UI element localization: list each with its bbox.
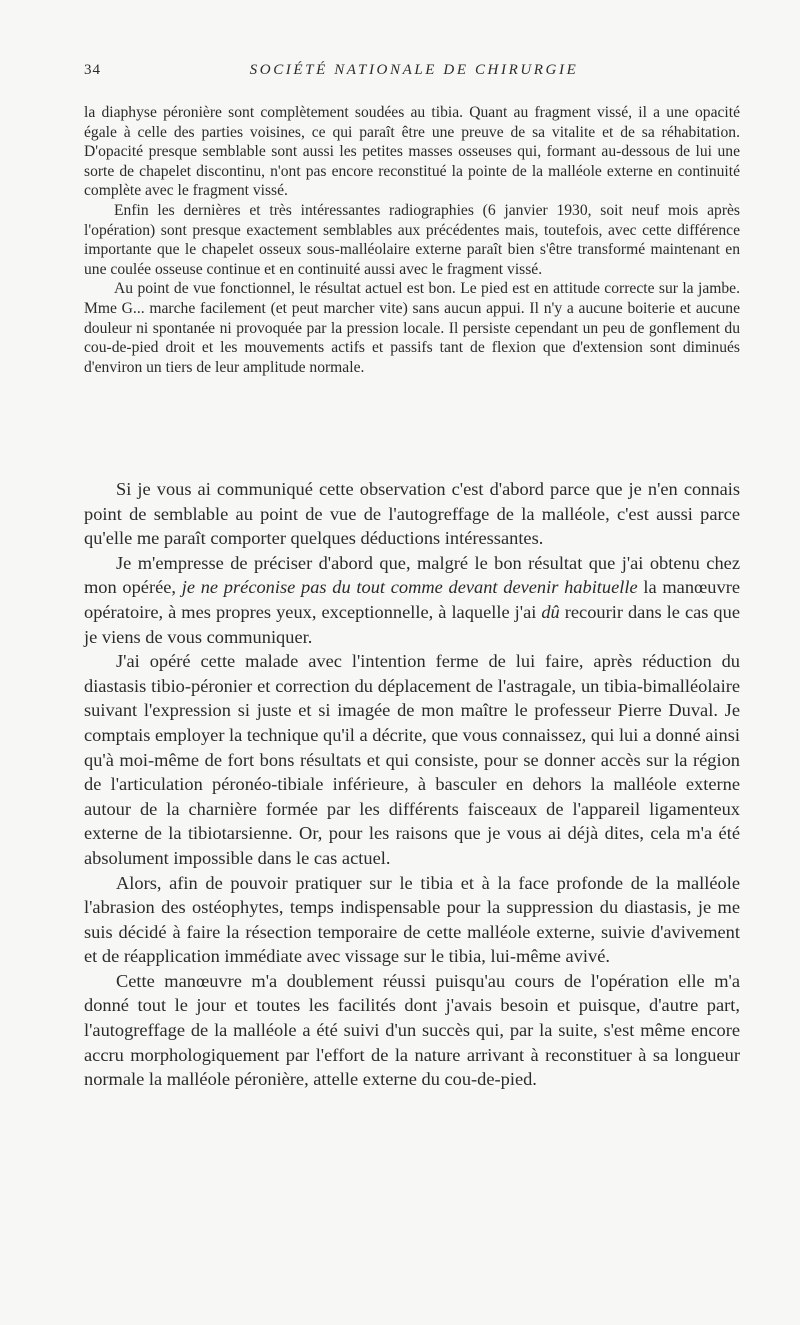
running-head: [84, 62, 744, 84]
discussion-paragraph-2-middle: la manœuvre opératoire, à mes propres yeux, exceptionnelle, à laquelle j'ai: [84, 577, 740, 622]
observation-paragraph-3: Au point de vue fonctionnel, le résultat actuel est bon. Le pied est en attitude correcte sur la jambe. Mme G... marche facilement (et peut marcher vite) sans aucun appui. Il n'y a aucune boiterie et aucune douleur ni spontanée ni provoquée par la pression locale. Il persiste cependant un peu de gonflement du cou-de-pied droit et les mouvements actifs et passifs tant de flexion que d'extension sont diminués d'environ un tiers de leur amplitude normale.: [84, 280, 740, 376]
observation-paragraph-1: la diaphyse péronière sont complètement soudées au tibia. Quant au fragment vissé, il a une opacité égale à celle des parties voisines, ce qui paraît être une preuve de sa vitalite et de sa réhabitation. D'opacité presque semblable sont aussi les petites masses osseuses qui, formant au-dessous de lui une sorte de chapelet discontinu, n'ont pas encore reconstitué la pointe de la malléole externe en continuité complète avec le fragment vissé.: [84, 104, 740, 200]
discussion-paragraph-5: Cette manœuvre m'a doublement réussi puisqu'au cours de l'opération elle m'a donné tout le jour et toutes les facilités dont j'avais besoin et puisque, d'autre part, l'autogreffage de la malléole a été suivi d'un succès qui, par la suite, s'est même encore accru morphologiquement par l'effort de la nature arrivant à reconstituer à sa longueur normale la malléole péronière, attelle externe du cou-de-pied.: [84, 970, 740, 1090]
observation-text: [84, 103, 740, 377]
discussion-text: [84, 477, 740, 1092]
discussion-paragraph-2-italic: je ne préconise pas du tout comme devant devenir habituelle: [181, 577, 638, 598]
discussion-paragraph-4: Alors, afin de pouvoir pratiquer sur le tibia et à la face profonde de la malléole l'abrasion des ostéophytes, temps indispensable pour la suppression du diastasis, je me suis décidé à faire la résection temporaire de cette malléole externe, suivie d'avivement et de réapplication immédiate avec vissage sur le tibia, lui-même avivé.: [84, 872, 740, 967]
discussion-paragraph-2: [84, 551, 740, 649]
discussion-paragraph-2-start: Je m'empresse de préciser d'abord que, malgré le bon résultat que j'ai obtenu chez mon opérée,: [84, 552, 740, 598]
discussion-paragraph-1: Si je vous ai communiqué cette observation c'est d'abord parce que je n'en connais point de semblable au point de vue de l'autogreffage de la malléole, c'est aussi parce qu'elle me paraît comporter quelques déductions intéressantes.: [84, 479, 740, 549]
discussion-paragraph-2-end: recourir dans le cas que je viens de vous communiquer.: [84, 601, 740, 647]
journal-title: SOCIÉTÉ NATIONALE DE CHIRURGIE: [249, 62, 579, 78]
discussion-paragraph-3: J'ai opéré cette malade avec l'intention ferme de lui faire, après réduction du diastasis tibio-péronier et correction du déplacement de l'astragale, un tibia-bimalléolaire suivant l'expression si juste et si imagée de mon maître le professeur Pierre Duval. Je comptais employer la technique qu'il a décrite, que vous connaissez, qui lui a donné ainsi qu'à moi-même de fort bons résultats et qui consiste, pour se donner accès sur la région de l'articulation péronéo-tibiale inférieure, à basculer en dehors la malléole externe autour de la charnière formée par les différents faisceaux de l'appareil ligamenteux externe de la tibiotarsienne. Or, pour les raisons que je vous ai déjà dites, cela m'a été absolument impossible dans le cas actuel.: [84, 651, 740, 868]
discussion-paragraph-2-italic-du: dû: [541, 601, 560, 622]
page-number: 34: [84, 62, 101, 78]
observation-paragraph-2: Enfin les dernières et très intéressantes radiographies (6 janvier 1930, soit neuf mois après l'opération) sont presque exactement semblables aux précédentes mais, toutefois, avec cette différence importante que le chapelet osseux sous-malléolaire externe paraît bien s'être transformé maintenant en une coulée osseuse continue et en continuité aussi avec le fragment vissé.: [84, 201, 740, 278]
